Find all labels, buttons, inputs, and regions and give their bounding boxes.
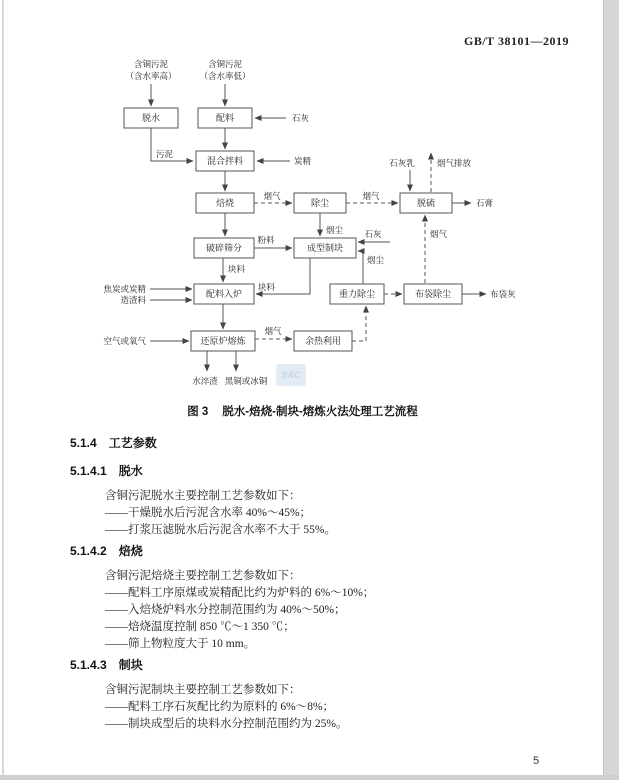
item-roasting-1: ——配料工序原煤或炭精配比约为炉料的 6%～10%； <box>105 587 375 599</box>
flow-node-charging-furnace <box>194 284 254 304</box>
svg-text:脱水: 脱水 <box>141 113 161 123</box>
page-number: 5 <box>533 755 540 767</box>
label-quenched-slag: 水淬渣 <box>192 376 218 386</box>
flow-node-mixing <box>196 151 254 171</box>
item-roasting-3: ——焙烧温度控制 850 ℃～1 350 ℃； <box>105 621 295 633</box>
svg-text:余热利用: 余热利用 <box>304 336 342 346</box>
section-title: 焙烧 <box>118 544 143 558</box>
flow-node-dedusting <box>294 193 346 213</box>
flow-node-batching <box>198 108 252 128</box>
scan-edge-left <box>2 0 4 780</box>
label-lime-top: 石灰 <box>292 113 310 123</box>
label-gypsum: 石膏 <box>476 198 494 208</box>
label-dust-1: 烟尘 <box>326 225 344 235</box>
label-sludge-high-2: （含水率高） <box>125 71 177 81</box>
label-coal: 炭精 <box>294 156 312 166</box>
flow-node-forming-blocks <box>294 238 356 258</box>
svg-text:还原炉熔炼: 还原炉熔炼 <box>200 336 246 346</box>
svg-text:破碎筛分: 破碎筛分 <box>205 243 243 253</box>
section-title: 制块 <box>118 658 143 672</box>
scan-edge-bottom <box>0 775 619 780</box>
figure-label: 图 3 <box>187 406 209 418</box>
label-flue-gas-4: 烟气 <box>430 229 448 239</box>
item-dehydration-2: ——打浆压滤脱水后污泥含水率不大于 55%。 <box>105 524 336 536</box>
intro-blocking: 含铜污泥制块主要控制工艺参数如下： <box>105 684 301 696</box>
section-number: 5.1.4 <box>70 436 97 450</box>
svg-text:焙烧: 焙烧 <box>215 198 235 208</box>
label-slag-former: 造渣料 <box>120 295 146 305</box>
intro-roasting: 含铜污泥焙烧主要控制工艺参数如下： <box>105 570 301 582</box>
label-sludge: 污泥 <box>156 149 174 159</box>
flow-node-desulfurization <box>400 193 452 213</box>
label-lime-right: 石灰 <box>364 229 382 239</box>
item-blocking-2: ——制块成型后的块料水分控制范围约为 25%。 <box>105 718 348 730</box>
item-roasting-2: ——入焙烧炉料水分控制范围约为 40%～50%； <box>105 604 346 616</box>
intro-dehydration: 含铜污泥脱水主要控制工艺参数如下： <box>105 490 301 502</box>
sac-watermark: SAC <box>276 364 306 386</box>
standard-number: GB/T 38101—2019 <box>464 34 569 48</box>
flow-node-bag-dedusting <box>404 284 462 304</box>
document-body <box>0 430 560 733</box>
figure-caption <box>0 403 605 419</box>
scan-edge-right <box>603 0 619 780</box>
label-bag-ash: 布袋灰 <box>490 289 516 299</box>
label-sludge-low-1: 含铜污泥 <box>207 59 243 69</box>
label-lime-milk: 石灰乳 <box>389 158 415 168</box>
section-title: 工艺参数 <box>108 436 157 450</box>
flow-node-crushing-screening <box>194 238 254 258</box>
flow-node-dehydrate <box>124 108 178 128</box>
label-lump-2: 块料 <box>258 282 276 292</box>
label-powder: 粉料 <box>257 235 275 245</box>
svg-text:重力除尘: 重力除尘 <box>338 289 376 299</box>
label-sludge-high-1: 含铜污泥 <box>133 59 169 69</box>
label-dust-2: 烟尘 <box>367 255 385 265</box>
svg-text:成型制块: 成型制块 <box>306 243 344 253</box>
label-black-copper-matte: 黑铜或冰铜 <box>224 376 268 386</box>
label-flue-gas-3: 烟气 <box>264 326 282 336</box>
item-blocking-1: ——配料工序石灰配比约为原料的 6%～8%； <box>105 701 335 713</box>
svg-text:布袋除尘: 布袋除尘 <box>414 289 452 299</box>
heading-5-1-4-3 <box>70 658 560 672</box>
heading-5-1-4-2 <box>70 544 560 558</box>
flow-node-roasting <box>196 193 254 213</box>
label-sludge-low-2: （含水率低） <box>199 71 251 81</box>
section-title: 脱水 <box>118 464 143 478</box>
svg-text:配料入炉: 配料入炉 <box>205 289 243 299</box>
heading-5-1-4-1 <box>70 464 560 478</box>
label-lump-1: 块料 <box>228 264 246 274</box>
label-flue-gas-2: 烟气 <box>362 191 380 201</box>
svg-text:配料: 配料 <box>215 113 235 123</box>
label-air-oxygen: 空气或氧气 <box>103 336 146 346</box>
flow-node-gravity-dedusting <box>330 284 384 304</box>
label-gas-discharge: 烟气排放 <box>437 158 472 168</box>
flow-node-reduction-smelting <box>191 331 255 351</box>
item-roasting-4: ——筛上物粒度大于 10 mm。 <box>105 638 256 650</box>
label-coke: 焦炭或炭精 <box>103 284 146 294</box>
section-number: 5.1.4.1 <box>70 464 107 478</box>
section-number: 5.1.4.2 <box>70 544 107 558</box>
flow-node-waste-heat <box>294 331 352 351</box>
heading-5-1-4 <box>70 436 560 450</box>
item-dehydration-1: ——干燥脱水后污泥含水率 40%～45%； <box>105 507 312 519</box>
figure-title: 脱水-焙烧-制块-熔炼火法处理工艺流程 <box>222 406 418 418</box>
svg-text:除尘: 除尘 <box>310 198 330 208</box>
label-flue-gas-1: 烟气 <box>263 191 281 201</box>
svg-text:混合拌料: 混合拌料 <box>206 156 244 166</box>
section-number: 5.1.4.3 <box>70 658 107 672</box>
svg-text:脱硫: 脱硫 <box>416 198 436 208</box>
